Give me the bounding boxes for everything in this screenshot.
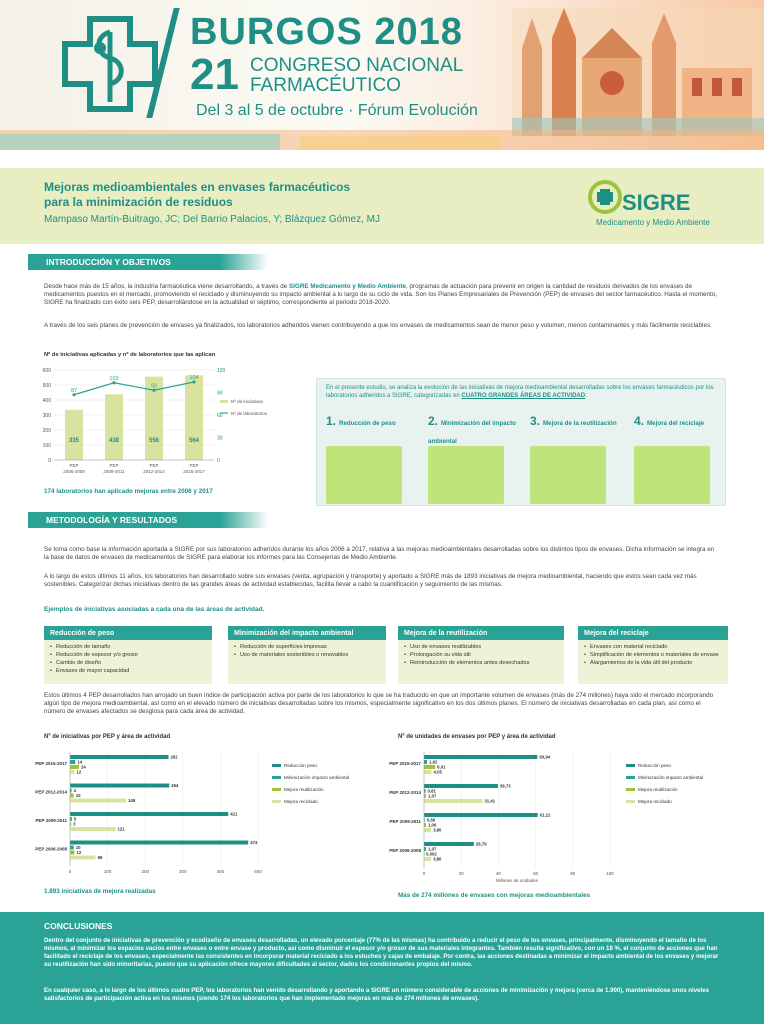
chart2-bar-label: 121 — [117, 826, 125, 832]
chart1-legend-label: Nº de iniciativas — [231, 399, 263, 404]
conclusions-heading: CONCLUSIONES — [44, 921, 113, 931]
chart1-caption: 174 laboratorios han aplicado mejoras entre 2006 y 2017 — [44, 488, 213, 495]
chart3-ytick: PEP 2015-2017 — [389, 761, 421, 766]
chart2-bar-label: 474 — [250, 840, 258, 845]
chart2-title: Nº de iniciativas por PEP y área de actividad — [44, 734, 171, 740]
chart1-bar — [105, 394, 123, 460]
chart2-xtick: 300 — [179, 869, 187, 874]
example-card-item: • Simplificación de elementos o materiales de envase — [584, 652, 722, 659]
activity-area-number: 1. — [326, 414, 337, 428]
bottles-icon — [326, 446, 402, 504]
chart2-legend-label: Mejora reciclado — [284, 799, 318, 804]
chart1-ytick-left: 400 — [42, 398, 51, 404]
example-card-item: • Uso de envases reutilizables — [404, 644, 558, 651]
chart1-legend-label: Nº de laboratorios — [231, 411, 267, 416]
chart2-ytick: PEP 2009-2011 — [35, 818, 67, 823]
chart1-point-label: 87 — [70, 387, 78, 394]
chart3-legend-swatch — [626, 776, 635, 779]
chart1-ytick-left: 600 — [42, 368, 51, 374]
intro-heading: INTRODUCCIÓN Y OBJETIVOS — [28, 254, 268, 270]
congress-number: 21 — [190, 50, 239, 99]
example-card-item: • Reducción de tamaño — [50, 644, 206, 651]
example-card-title: Mejora de la reutilización — [398, 626, 564, 640]
chart2-bar-label: 12 — [76, 850, 82, 855]
chart1-xtick: 2009-2011 — [103, 469, 125, 474]
chart1-ytick-left: 300 — [42, 413, 51, 419]
example-card-title: Mejora del reciclaje — [578, 626, 728, 640]
chart3-ytick: PEP 2012-2014 — [389, 790, 421, 795]
intro-paragraph-2: A través de los seis planes de prevención de envases ya finalizados, los laboratorios adheridos vienen contribuyendo a que los envases de medicamentos sean de menor peso y volumen, menos contaminantes y más fácilmente reciclables. — [44, 322, 712, 329]
example-card-item: • Cambio de diseño — [50, 660, 206, 667]
chart2-legend-swatch — [272, 788, 281, 791]
chart2-legend-label: Mejora reutilización — [284, 787, 324, 792]
chart1-legend-swatch — [220, 400, 228, 403]
chart3-bar-label: 4,05 — [433, 769, 442, 775]
chart3-bar — [424, 847, 426, 851]
chart1-line — [74, 382, 194, 395]
chart3-bar-label: 26,79 — [475, 841, 487, 847]
chart2-ytick: PEP 2012-2014 — [35, 789, 67, 795]
chart3-bar — [424, 799, 482, 803]
poster-authors: Mampaso Martín-Buitrago, JC; Del Barrio Palacios, Y; Blázquez Gómez, MJ — [44, 214, 380, 225]
activity-area-3 — [530, 412, 626, 430]
chart3-bar-label: 0,002 — [426, 851, 437, 857]
chart2-bar-label: 421 — [230, 811, 238, 817]
chart3-xtick: 40 — [495, 871, 501, 876]
chart3-bar-label: 0,81 — [427, 788, 436, 794]
example-card-item: • Envases con material reciclado — [584, 644, 722, 651]
example-card-item: • Prolongación su vida útil — [404, 652, 558, 659]
chart1-xtick: PEP — [69, 463, 79, 468]
chart1-ytick-right: 0 — [217, 458, 220, 464]
chart1-point-label: 93 — [150, 383, 158, 390]
chart3-legend-swatch — [626, 800, 635, 803]
chart2-legend-swatch — [272, 800, 281, 803]
chart3-bar — [424, 813, 538, 817]
chart2-ytick: PEP 2015-2017 — [35, 761, 67, 766]
example-card-3 — [398, 626, 564, 684]
initiatives-by-area-chart — [35, 744, 380, 884]
chart2-caption: 1.893 iniciativas de mejora realizadas — [44, 888, 156, 895]
chart3-bar-label: 1,06 — [427, 822, 437, 828]
activity-area-2 — [428, 412, 524, 448]
chart2-bar-label: 24 — [81, 764, 86, 770]
chart2-bar-label: 264 — [171, 783, 179, 788]
method-paragraph-2: A lo largo de estos últimos 11 años, los laboratorios han desarrollado sobre sus envases (venta, agrupación y transporte) y aportado a SIGRE más de 1893 iniciativas de mejora medioambiental, haciendo que estos sean cada vez más sostenibles. Categorizar dichas iniciativas dentro de las grandes áreas de actividad establecidas, facilita llevar a cabo la cuantificación y seguimiento de las mismas. — [44, 573, 697, 589]
chart2-bar — [70, 812, 228, 816]
chart3-bar — [424, 794, 426, 798]
activity-area-4 — [634, 412, 730, 430]
chart2-bar — [70, 765, 79, 769]
example-card-title: Minimización del impacto ambiental — [228, 626, 386, 640]
activity-area-label: Reducción de peso — [339, 420, 396, 427]
chart2-bar — [70, 846, 74, 850]
chart1-ytick-right: 90 — [217, 390, 223, 397]
activity-area-number: 4. — [634, 414, 645, 428]
congress-header — [0, 0, 764, 150]
chart2-bar-label: 14 — [77, 759, 83, 765]
example-card-item: • Reducción de superficies impresas — [234, 644, 380, 651]
chart3-bar — [424, 828, 431, 832]
vials-inhaler-icon — [530, 446, 606, 504]
example-card-item: • Reintroducción de elementos antes desechados — [404, 660, 558, 667]
method-paragraph-1: Se toma como base la información aportada a SIGRE por sus laboratorios adheridos durante los años 2006 a 2017, relativa a las mejoras medioambientales desarrolladas sobre los distintos tipos de envases. Dicha información se integra en la base de datos de envases de medicamentos de SIGRE para elaborar los informes para las Consejerías de Medio Ambiente. — [44, 546, 715, 562]
sigre-logo-tagline: Medicamento y Medio Ambiente — [596, 218, 710, 227]
chart3-xtick: 60 — [533, 871, 539, 876]
chart3-bar — [424, 823, 426, 827]
chart1-ytick-left: 100 — [42, 443, 51, 449]
chart1-ytick-left: 200 — [42, 428, 51, 434]
chart2-bar — [70, 817, 72, 821]
conclusions-paragraph-2: En cualquier caso, a lo largo de los últimos cuatro PEP, los laboratorios han venido desarrollando y aportando a SIGRE un número considerable de acciones de minimización y mejora (cerca de 1.900), manteniéndose unos niveles satisfactorios de participación activa en los mismos (siendo 174 los laboratorios que han implementado mejoras en más de 274 millones de envases). — [44, 987, 709, 1002]
chart1-xtick: 2006-2008 — [63, 469, 85, 474]
chart2-bar — [70, 794, 74, 798]
method-heading: METODOLOGÍA Y RESULTADOS — [28, 512, 268, 528]
examples-heading: Ejemplos de iniciativas asociadas a cada una de las áreas de actividad. — [44, 606, 265, 613]
activity-area-number: 3. — [530, 414, 541, 428]
chart2-bar — [70, 770, 75, 774]
chart2-bar — [70, 760, 75, 764]
chart2-bar-label: 12 — [76, 769, 82, 775]
chart3-xlabel: Millones de unidades — [495, 878, 539, 883]
recycle-icon — [634, 446, 710, 504]
poster-title: Mejoras medioambientales en envases farmacéuticos para la minimización de residuos — [44, 180, 351, 209]
example-card-item: • Uso de materiales sostenibles o renovables — [234, 652, 380, 659]
chart2-bar-label: 5 — [73, 816, 77, 822]
burgos-cathedral-illustration-icon — [512, 8, 764, 136]
chart2-bar — [70, 851, 75, 855]
chart1-xtick: 2012-2014 — [143, 469, 165, 474]
chart3-bar — [424, 760, 427, 764]
initiatives-labs-chart — [30, 362, 300, 480]
chart3-bar-label: 61,12 — [539, 812, 551, 818]
chart2-legend-label: Minimización impacto ambiental — [284, 775, 350, 780]
chart1-ytick-right: 120 — [217, 368, 226, 374]
chart1-xtick: 2015-2017 — [183, 469, 205, 474]
chart3-legend-label: Mejora reciclado — [638, 799, 672, 804]
chart1-bar-label: 556 — [148, 438, 160, 444]
chart3-bar — [424, 770, 432, 774]
chart3-bar-label: 1,62 — [429, 759, 438, 765]
chart1-bar — [185, 375, 203, 460]
chart3-ytick: PEP 2009-2011 — [389, 819, 421, 824]
chart2-xtick: 0 — [68, 869, 72, 874]
chart1-bar-label: 335 — [68, 438, 80, 444]
chart3-bar-label: 1,07 — [427, 793, 437, 799]
chart3-bar-label: 6,01 — [437, 764, 446, 770]
pharmacy-cross-logo-icon — [60, 14, 160, 114]
chart2-bar — [70, 841, 248, 845]
chart3-bar — [424, 857, 431, 861]
activity-area-1 — [326, 412, 422, 430]
chart2-bar-label: 3 — [73, 821, 76, 827]
chart2-bar — [70, 827, 115, 831]
congress-dates: Del 3 al 5 de octubre · Fórum Evolución — [196, 102, 478, 119]
chart2-bar-label: 10 — [75, 793, 81, 798]
chart1-bar-label: 438 — [108, 438, 120, 444]
chart2-bar-label: 149 — [128, 798, 136, 803]
chart2-bar — [70, 755, 169, 759]
chart2-ytick: PEP 2006-2008 — [35, 846, 67, 852]
congress-title: BURGOS 2018 — [190, 11, 463, 53]
chart2-bar — [70, 799, 126, 803]
chart3-caption: Más de 274 millones de envases con mejoras medioambientales — [398, 892, 591, 899]
chart3-bar-label: 60,94 — [539, 754, 551, 760]
chart2-bar-label: 4 — [73, 788, 76, 793]
chart3-bar-label: 3,80 — [433, 827, 442, 833]
chart2-xtick: 500 — [254, 869, 262, 874]
chart3-bar-label: 0,38 — [426, 817, 436, 823]
chart1-ytick-left: 500 — [42, 383, 51, 389]
conclusions-paragraph-1: Dentro del conjunto de iniciativas de prevención y ecodiseño de envases desarrolladas, un elevado porcentaje (77% de las mismas) ha contribuido a reducir el peso de los envases, principalmente, disminuyendo el tamaño de los mismos, al minimizar los espacios vacíos entre envases o entre envase y producto, así como disminuir el espesor y/o grosor de sus materiales integrantes. También resulta significativo, con un 18 %, el conjunto de acciones que han facilitado el reciclaje de los envases, especialmente las consistentes en incorporar material reciclado a los estuches y cajas de embalaje. Por contra, las acciones destinadas a minimizar el impacto ambiental de los envases y mejorar su reutilización han sido minoritarias, puesto que su aplicación ofrece mayores dificultades al sector, dados los condicionantes propios del mismo. — [44, 937, 719, 968]
chart1-point-label: 104 — [189, 375, 199, 381]
chart3-bar-label: 39,73 — [499, 783, 511, 789]
chart3-title: Nº de unidades de envases por PEP y área de actividad — [398, 734, 556, 740]
chart1-ytick-right: 60 — [217, 413, 223, 419]
units-by-area-chart — [389, 744, 734, 890]
example-card-1 — [44, 626, 212, 684]
chart2-xtick: 400 — [216, 869, 225, 874]
chart3-bar-label: 1,07 — [427, 846, 437, 852]
chart3-bar-label: 31,41 — [484, 798, 496, 804]
chart2-legend-label: Reducción peso — [284, 763, 317, 768]
example-card-item: • Reducción de espesor y/o grosor — [50, 652, 206, 659]
chart1-bar-label: 564 — [188, 438, 200, 444]
congress-name: CONGRESO NACIONAL FARMACÉUTICO — [250, 55, 464, 96]
chart1-xtick: PEP — [109, 463, 119, 468]
example-card-4 — [578, 626, 728, 684]
header-watercolor-strip — [0, 130, 764, 150]
tree-globe-icon — [428, 446, 504, 504]
chart2-xtick: 100 — [103, 869, 112, 874]
activity-area-label: Mejora del reciclaje — [647, 420, 705, 427]
chart3-ytick: PEP 2006-2008 — [389, 848, 421, 853]
chart2-bar-label: 262 — [170, 754, 178, 760]
activity-areas-text: En el presente estudio, se analiza la evolución de las iniciativas de mejora medioambiental desarrolladas sobre los envases farmacéuticos por los laboratorios adheridos a SIGRE, categorizadas en CUATRO GRANDES ÁREAS DE ACTIVIDAD: — [326, 385, 714, 400]
chart1-point-label: 103 — [109, 375, 119, 382]
chart2-xtick: 200 — [141, 869, 149, 874]
chart3-bar — [424, 765, 435, 769]
activity-area-number: 2. — [428, 414, 439, 428]
chart3-legend-swatch — [626, 788, 635, 791]
chart3-legend-label: Mejora reutilización — [638, 787, 678, 792]
chart1-xtick: PEP — [189, 463, 199, 468]
chart1-xtick: PEP — [149, 463, 159, 468]
chart2-legend-swatch — [272, 764, 281, 767]
chart3-legend-label: Minimización impacto ambiental — [638, 775, 704, 780]
example-card-item: • Envases de mayor capacidad — [50, 668, 206, 675]
chart1-bar — [65, 410, 83, 460]
chart1-ytick-right: 30 — [217, 435, 223, 442]
chart3-bar — [424, 784, 498, 788]
chart3-xtick: 80 — [570, 871, 576, 876]
chart2-legend-swatch — [272, 776, 281, 779]
intro-paragraph-1: Desde hace más de 15 años, la industria farmacéutica viene desarrollando, a través de SIGRE Medicamento y Medio Ambiente, programas de actuación para prevenir en origen la cantidad de residuos derivados de los envases de medicamentos puestos en el mercado, promoviendo el reciclado y disminuyendo su impacto ambiental a lo largo de su ciclo de vida. Son los Planes Empresariales de Prevención (PEP) de envases del sector farmacéutico. Hasta el momento, SIGRE ha finalizado con éxito seis PEP, desarrollándose en la actualidad el séptimo, correspondiente al periodo 2018-2020. — [44, 283, 718, 307]
activity-area-label: Minimización del impacto ambiental — [428, 420, 516, 445]
chart3-xtick: 100 — [606, 871, 614, 876]
chart2-bar-label: 68 — [97, 855, 103, 860]
chart3-legend-label: Reducción peso — [638, 763, 671, 768]
chart3-xtick: 20 — [458, 871, 464, 876]
activity-area-label: Mejora de la reutilización — [543, 420, 617, 427]
chart3-legend-swatch — [626, 764, 635, 767]
chart3-bar-label: 3,80 — [433, 856, 442, 862]
example-card-2 — [228, 626, 386, 684]
chart3-xtick: 0 — [422, 871, 426, 876]
chart2-bar — [70, 856, 96, 860]
chart1-ytick-left: 0 — [48, 458, 51, 464]
method-paragraph-3: Estos últimos 4 PEP desarrollados han arrojado un buen índice de participación activa por parte de los laboratorios lo que se ha traducido en que un importante volumen de envases (más de 274 millones) haya sido el mercado incorporando algún tipo de mejora medioambiental, así como en el elevado número de iniciativas desarrolladas sobre los mismos, especialmente significativo en los dos últimos planes. El número de iniciativas desarrolladas en cada plan, así como el número de envases afectados se desglosa para cada área de actividad. — [44, 692, 714, 716]
sigre-logo-icon — [588, 180, 622, 214]
chart3-bar — [424, 755, 537, 759]
chart2-bar-label: 10 — [75, 845, 81, 850]
chart1-title: Nº de iniciativas aplicadas y nº de laboratorios que las aplican — [44, 352, 216, 358]
example-card-title: Reducción de peso — [44, 626, 212, 640]
example-card-item: • Alargamientos de la vida útil del producto — [584, 660, 722, 667]
chart2-bar — [70, 784, 169, 788]
chart3-bar — [424, 842, 474, 846]
sigre-logo-name: SIGRE — [622, 190, 691, 215]
